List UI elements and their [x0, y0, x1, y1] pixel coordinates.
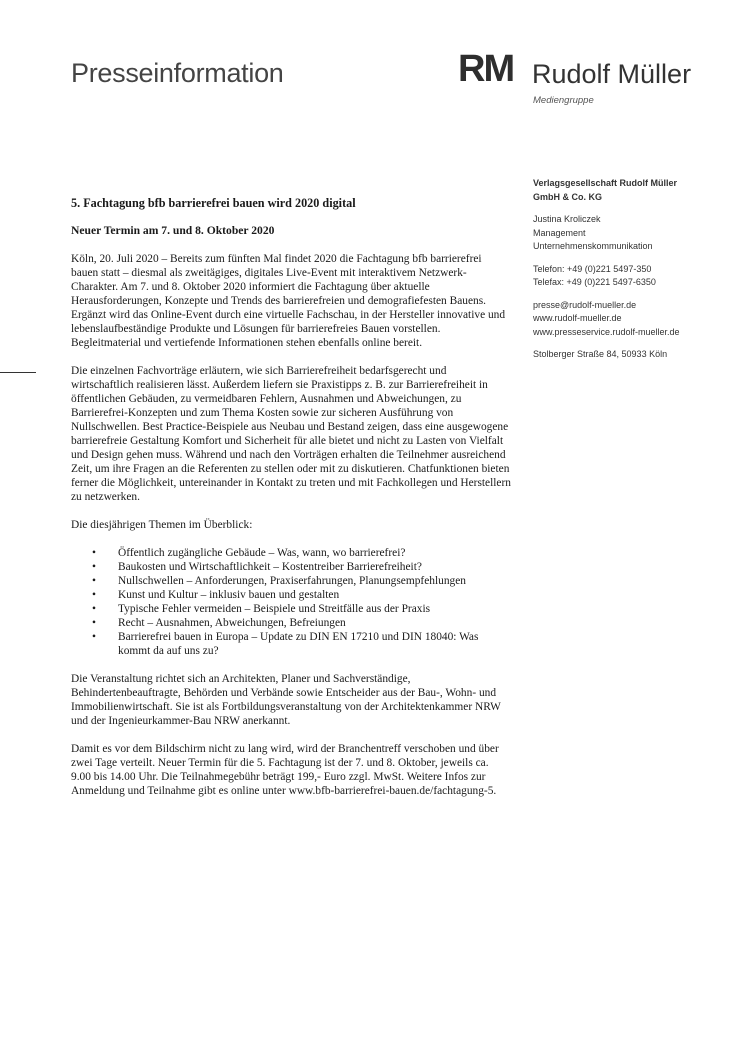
paragraph-intro: Köln, 20. Juli 2020 – Bereits zum fünften Mal findet 2020 die Fachtagung bfb barrierefrei bauen statt – diesmal als zweitägiges, digitales Live-Event mit interaktivem Netzwerk-Charakter. Am 7. und 8. Oktober 2020 informiert die Fachtagung über aktuelle Herausforderungen, Konzepte und Trends des barrierefreien und demografiefesten Bauens. Ergänzt wird das Online-Event durch eine virtuelle Fachschau, in der Hersteller innovative und lebenslaufbeständige Produkte und Lösungen für barrierefreies Bauen vorstellen. Begleitmaterial und vertiefende Informationen stehen ebenfalls online bereit.: [71, 253, 506, 349]
list-item: [71, 630, 511, 658]
contact-person: [533, 213, 738, 254]
bullet-icon: •: [92, 547, 96, 559]
address-block: [533, 348, 738, 362]
bullet-icon: •: [92, 589, 96, 601]
email-link[interactable]: presse@rudolf-mueller.de: [533, 299, 637, 310]
telefax: Telefax: +49 (0)221 5497-6350: [533, 277, 656, 287]
list-item: [71, 546, 511, 560]
contact-sidebar: [533, 177, 738, 371]
presseservice-link[interactable]: www.presseservice.rudolf-mueller.de: [533, 326, 680, 337]
topic-text: Barrierefrei bauen in Europa – Update zu DIN EN 17210 und DIN 18040: Was kommt da auf uns zu?: [118, 631, 479, 657]
topic-text: Nullschwellen – Anforderungen, Praxiserfahrungen, Planungsempfehlungen: [118, 575, 466, 587]
contact-role: Management: [533, 227, 586, 238]
company-line: Verlagsgesellschaft Rudolf Müller: [533, 178, 678, 188]
bullet-icon: •: [92, 561, 96, 573]
bullet-icon: •: [92, 575, 96, 587]
paragraph-audience: Die Veranstaltung richtet sich an Architekten, Planer und Sachverständige, Behindertenbeauftragte, Behörden und Verbände sowie Entscheider aus der Bau-, Wohn- und Immobilienwirtschaft. Sie ist als Fortbildungsveranstaltung von der Architektenkammer NRW und der Ingenieurkammer-Bau NRW anerkannt.: [71, 673, 501, 727]
bullet-icon: •: [92, 617, 96, 629]
logo-mark: RM: [458, 48, 514, 90]
paragraph-topics-intro: Die diesjährigen Themen im Überblick:: [71, 519, 253, 531]
list-item: [71, 602, 511, 616]
web-block: [533, 299, 738, 340]
topics-list: [71, 546, 511, 658]
company-name: [533, 177, 738, 204]
topic-text: Typische Fehler vermeiden – Beispiele und Streitfälle aus der Praxis: [118, 603, 431, 615]
bullet-icon: •: [92, 603, 96, 615]
list-item: [71, 616, 511, 630]
topic-text: Baukosten und Wirtschaftlichkeit – Kostentreiber Barrierefreiheit?: [118, 561, 422, 573]
logo-name: Rudolf Müller: [532, 59, 692, 89]
address: Stolberger Straße 84, 50933 Köln: [533, 349, 668, 359]
website-link[interactable]: www.rudolf-mueller.de: [533, 313, 622, 323]
topic-text: Kunst und Kultur – inklusiv bauen und gestalten: [118, 589, 340, 601]
fold-mark: [0, 372, 36, 373]
article-subheadline: Neuer Termin am 7. und 8. Oktober 2020: [71, 224, 275, 237]
page-title: Presseinformation: [71, 58, 284, 88]
logo-subtitle: Mediengruppe: [533, 95, 594, 106]
paragraph-lectures: Die einzelnen Fachvorträge erläutern, wie sich Barrierefreiheit bedarfsgerecht und wirtschaftlich realisieren lässt. Außerdem liefern sie Praxistipps z. B. zur Barrierefreiheit in öffentlichen Gebäuden, zu vermeidbaren Fehlern, Ausnahmen und Abweichungen, zu Barrierefrei-Konzepten und zum Thema Kosten sowie zur sicheren Ausführung von Nullschwellen. Best Practice-Beispiele aus Neubau und Bestand zeigen, dass eine ausgewogene barrierefreie Gestaltung Komfort und Sicherheit für alle bietet und nicht zu Lasten von Vielfalt und Design gehen muss. Während und nach den Vorträgen erhalten die Teilnehmer ausreichend Zeit, um ihre Fragen an die Referenten zu stellen oder mit zu diskutieren. Chatfunktionen bieten ferner die Möglichkeit, untereinander in Kontakt zu treten und mit Fachkollegen und Herstellern zu netzwerken.: [71, 365, 511, 503]
article-headline: 5. Fachtagung bfb barrierefrei bauen wird 2020 digital: [71, 196, 356, 210]
article-body: [71, 196, 511, 812]
telephone: Telefon: +49 (0)221 5497-350: [533, 263, 652, 274]
contact-department: Unternehmenskommunikation: [533, 241, 653, 251]
bullet-icon: •: [92, 631, 96, 643]
list-item: [71, 574, 511, 588]
list-item: [71, 560, 511, 574]
topic-text: Öffentlich zugängliche Gebäude – Was, wann, wo barrierefrei?: [118, 547, 406, 559]
company-line: GmbH & Co. KG: [533, 191, 602, 202]
contact-name: Justina Kroliczek: [533, 214, 601, 224]
paragraph-schedule: Damit es vor dem Bildschirm nicht zu lang wird, wird der Branchentreff verschoben und über zwei Tage verteilt. Neuer Termin für die 5. Fachtagung ist der 7. und 8. Oktober, jeweils ca. 9.00 bis 14.00 Uhr. Die Teilnahmegebühr beträgt 199,- Euro zzgl. MwSt. Weitere Infos zur Anmeldung und Teilnahme gibt es online unter www.bfb-barrierefrei-bauen.de/fachtagung-5.: [71, 743, 499, 797]
phone-block: [533, 263, 738, 290]
list-item: [71, 588, 511, 602]
topic-text: Recht – Ausnahmen, Abweichungen, Befreiungen: [118, 617, 346, 629]
